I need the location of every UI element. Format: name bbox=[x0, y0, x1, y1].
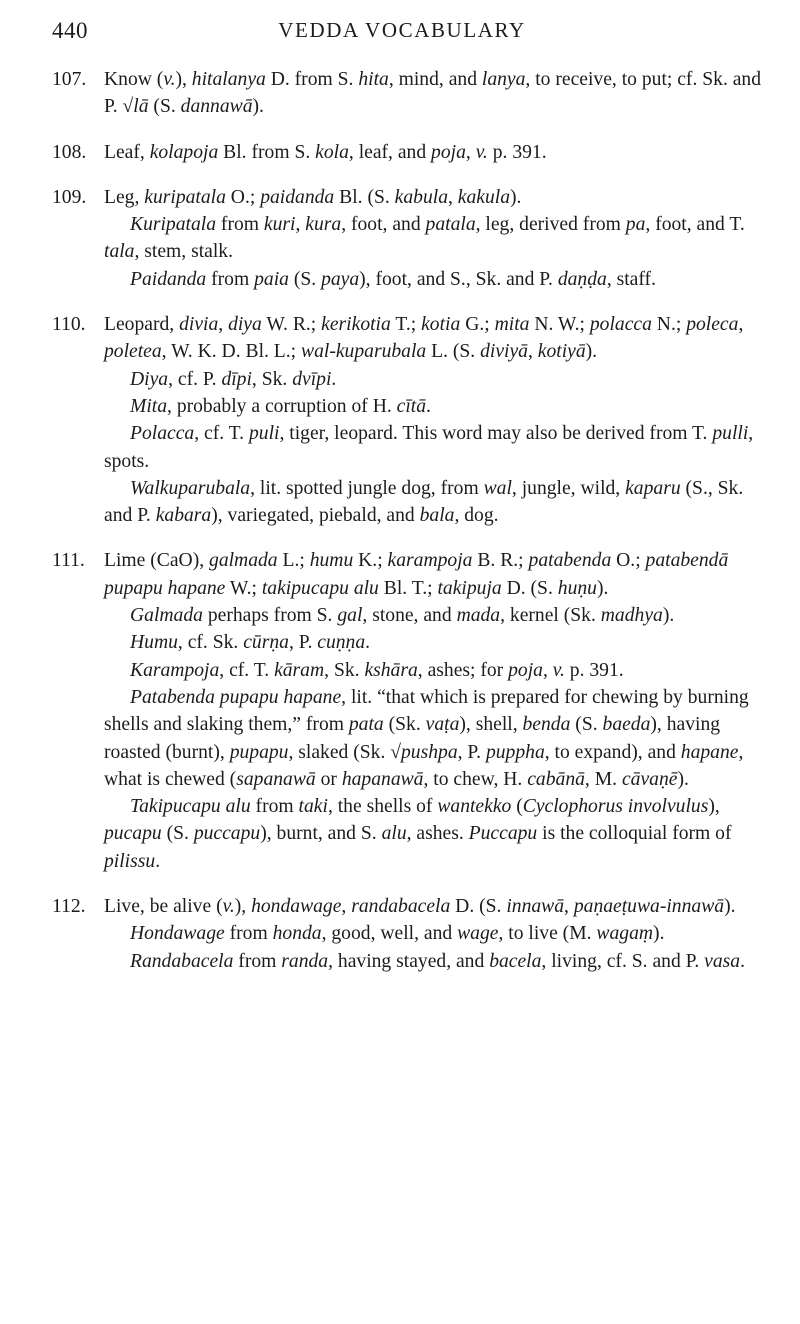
entry-etymology-note: Diya, cf. P. dīpi, Sk. dvīpi. bbox=[130, 368, 337, 390]
entry-etymology-note: Kuripatala from kuri, kura, foot, and patala, leg, derived from pa, foot, and T. tala, stem, stalk. bbox=[104, 214, 745, 263]
entry-number: 108. bbox=[52, 141, 87, 163]
entry-number: 112. bbox=[52, 896, 86, 918]
entry-headword-line bbox=[52, 184, 770, 211]
entry-headword-line bbox=[52, 547, 770, 602]
entry-etymology-note: Walkuparubala, lit. spotted jungle dog, from wal, jungle, wild, kaparu (S., Sk. and P. kabara), variegated, piebald, and bala, dog. bbox=[104, 477, 744, 527]
entry-headword-line bbox=[52, 311, 770, 366]
page-number: 440 bbox=[52, 18, 88, 43]
entry-definition: Know (v.), hitalanya D. from S. hita, mind, and lanya, to receive, to put; cf. Sk. and P. √lā (S. dannawā). bbox=[104, 69, 762, 118]
entry-etymology-note: Polacca, cf. T. puli, tiger, leopard. This word may also be derived from T. pulli, spots. bbox=[104, 423, 754, 472]
entry-etymology-note: Mita, probably a corruption of H. cītā. bbox=[130, 395, 431, 417]
vocabulary-entry bbox=[52, 311, 770, 529]
page-header bbox=[52, 14, 752, 54]
entry-etymology-note: Randabacela from randa, having stayed, and bacela, living, cf. S. and P. vasa. bbox=[130, 950, 745, 972]
vocabulary-entry bbox=[52, 893, 770, 975]
entry-etymology-note: Galmada perhaps from S. gal, stone, and mada, kernel (Sk. madhya). bbox=[130, 605, 675, 627]
entry-number: 111. bbox=[52, 550, 85, 572]
vocabulary-entry bbox=[52, 547, 770, 875]
entry-headword-line bbox=[52, 139, 770, 166]
entry-etymology-note: Patabenda pupapu hapane, lit. “that which is prepared for chewing by burning shells and slaking them,” from pata (Sk. vaṭa), shell, benda (S. baeda), having roasted (burnt), pupapu, slaked (Sk. √pushpa, P. puppha, to expand), and hapane, what is chewed (sapanawā or hapanawā, to chew, H. cabānā, M. cāvaṇē). bbox=[104, 686, 749, 790]
entry-etymology-note: Paidanda from paia (S. paya), foot, and S., Sk. and P. daṇḍa, staff. bbox=[130, 268, 656, 290]
vocabulary-entry bbox=[52, 184, 770, 293]
entry-etymology-note: Karampoja, cf. T. kāram, Sk. kshāra, ashes; for poja, v. p. 391. bbox=[130, 659, 624, 681]
entry-definition: Lime (CaO), galmada L.; humu K.; karampoja B. R.; patabenda O.; patabendā pupapu hapane W.; takipucapu alu Bl. T.; takipuja D. (S. huṇu). bbox=[104, 550, 729, 599]
vocabulary-entry bbox=[52, 139, 770, 166]
entry-definition: Leaf, kolapoja Bl. from S. kola, leaf, and poja, v. p. 391. bbox=[104, 141, 547, 163]
entry-etymology-note: Hondawage from honda, good, well, and wage, to live (M. wagaṃ). bbox=[130, 923, 665, 945]
entry-etymology-note: Takipucapu alu from taki, the shells of wantekko (Cyclophorus involvulus), pucapu (S. puccapu), burnt, and S. alu, ashes. Puccapu is the colloquial form of pilissu. bbox=[104, 796, 732, 872]
entry-definition: Live, be alive (v.), hondawage, randabacela D. (S. innawā, paṇaeṭuwa-innawā). bbox=[104, 896, 736, 918]
entry-definition: Leopard, divia, diya W. R.; kerikotia T.; kotia G.; mita N. W.; polacca N.; poleca, poletea, W. K. D. Bl. L.; wal-kuparubala L. (S. diviyā, kotiyā). bbox=[104, 314, 744, 363]
running-head: VEDDA VOCABULARY bbox=[278, 18, 526, 42]
entry-number: 107. bbox=[52, 69, 87, 90]
entry-etymology-note: Humu, cf. Sk. cūrṇa, P. cuṇṇa. bbox=[130, 632, 371, 654]
vocabulary-entry bbox=[52, 66, 770, 121]
entry-headword-line bbox=[52, 66, 770, 121]
entry-definition: Leg, kuripatala O.; paidanda Bl. (S. kabula, kakula). bbox=[104, 186, 522, 208]
vocabulary-entries bbox=[52, 66, 770, 975]
entry-number: 109. bbox=[52, 186, 87, 208]
entry-number: 110. bbox=[52, 314, 86, 336]
entry-headword-line bbox=[52, 893, 770, 920]
